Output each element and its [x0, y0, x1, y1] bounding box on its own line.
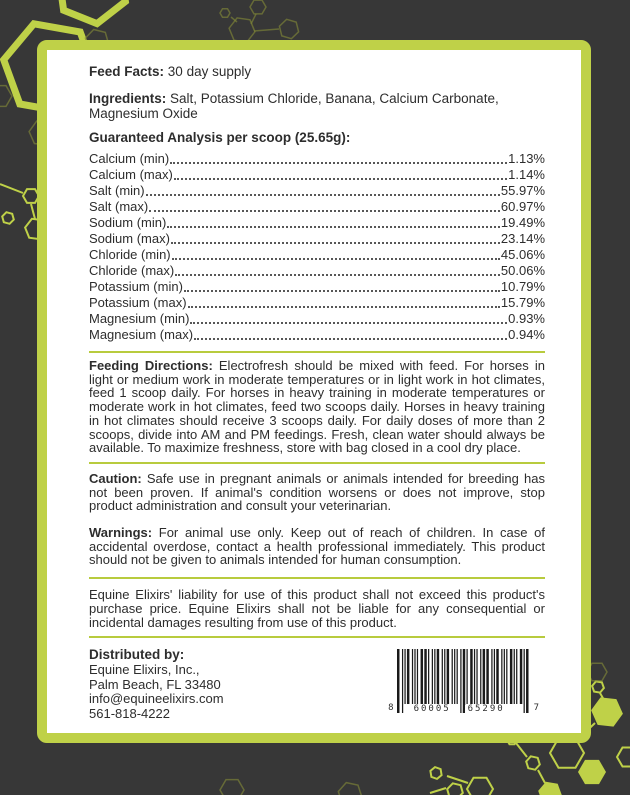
analysis-name: Chloride (min): [89, 247, 171, 262]
analysis-value: 1.13%: [508, 151, 545, 166]
distributor-block: [89, 647, 224, 721]
caution-label: Caution:: [89, 470, 142, 486]
feed-facts-line: [89, 64, 545, 79]
guaranteed-analysis-heading: Guaranteed Analysis per scoop (25.65g):: [89, 130, 351, 145]
dot-leader: [174, 178, 507, 180]
barcode: [388, 649, 539, 713]
dot-leader: [184, 290, 500, 292]
analysis-value: 50.06%: [500, 263, 545, 278]
distributor-address: Palm Beach, FL 33480: [89, 676, 221, 692]
warnings-label: Warnings:: [89, 525, 153, 541]
ingredients-line: [89, 92, 545, 121]
section-divider: [89, 462, 545, 464]
analysis-value: 15.79%: [500, 295, 545, 310]
analysis-value: 0.94%: [508, 327, 545, 342]
analysis-row: [89, 231, 545, 247]
barcode-group2: 65290: [465, 705, 508, 714]
feed-facts-panel: [37, 40, 591, 743]
guaranteed-analysis-list: [89, 151, 545, 343]
analysis-name: Calcium (min): [89, 151, 170, 166]
barcode-left-digit: 8: [388, 703, 394, 714]
analysis-row: [89, 151, 545, 167]
footer-row: [89, 647, 545, 721]
analysis-value: 0.93%: [508, 311, 545, 326]
dot-leader: [172, 258, 500, 260]
analysis-row: [89, 215, 545, 231]
analysis-name: Chloride (max): [89, 263, 175, 278]
feeding-directions-paragraph: [89, 359, 545, 455]
dot-leader: [167, 226, 500, 228]
barcode-bars: [397, 649, 531, 713]
analysis-name: Sodium (max): [89, 231, 170, 246]
analysis-name: Potassium (max): [89, 295, 187, 310]
feed-facts-value: 30 day supply: [167, 64, 252, 79]
distributor-email: info@equineelixirs.com: [89, 691, 224, 707]
barcode-right-digit: 7: [533, 703, 539, 714]
analysis-name: Magnesium (min): [89, 311, 190, 326]
feeding-directions-text: Electrofresh should be mixed with feed. For horses in light or medium work in moderate temperatures or in light work in hot climates, feed 1 scoop daily. For horses in heavy training in moderate temperatures or moderate work in hot climates, feed two scoops daily. Horses in heavy training in hot climates should receive 3 scoops daily. For daily doses of more than 2 scoops, divide into AM and PM feedings. Fresh, clean water should always be available. To maximize freshness, store with bag closed in a cool dry place.: [89, 358, 545, 456]
analysis-row: [89, 295, 545, 311]
caution-text: Safe use in pregnant animals or animals intended for breeding has not been proven. If animal's condition worsens or does not improve, stop product administration and consult your veterinarian.: [89, 470, 545, 514]
analysis-value: 19.49%: [500, 215, 545, 230]
analysis-row: [89, 167, 545, 183]
analysis-row: [89, 327, 545, 343]
distributor-phone: 561-818-4222: [89, 705, 170, 721]
dot-leader: [149, 210, 500, 212]
analysis-row: [89, 183, 545, 199]
analysis-name: Salt (max): [89, 199, 149, 214]
ingredients-label: Ingredients:: [89, 91, 167, 106]
feeding-directions-label: Feeding Directions:: [89, 358, 213, 373]
analysis-value: 45.06%: [500, 247, 545, 262]
analysis-name: Salt (min): [89, 183, 145, 198]
analysis-row: [89, 279, 545, 295]
section-divider: [89, 577, 545, 579]
analysis-row: [89, 263, 545, 279]
analysis-name: Calcium (max): [89, 167, 173, 182]
liability-paragraph: Equine Elixirs' liability for use of this product shall not exceed this product's purchase price. Equine Elixirs shall not be liable for any consequential or incidental damages resulting from use of this product.: [89, 587, 545, 630]
analysis-value: 1.14%: [508, 167, 545, 182]
analysis-row: [89, 199, 545, 215]
analysis-row: [89, 311, 545, 327]
analysis-row: [89, 247, 545, 263]
analysis-name: Potassium (min): [89, 279, 183, 294]
analysis-value: 60.97%: [500, 199, 545, 214]
ingredients-value: Salt, Potassium Chloride, Banana, Calcium Carbonate, Magnesium Oxide: [89, 91, 499, 121]
dot-leader: [170, 162, 507, 164]
warnings-paragraph: [89, 526, 545, 567]
analysis-name: Sodium (min): [89, 215, 167, 230]
analysis-value: 10.79%: [500, 279, 545, 294]
feed-facts-label: Feed Facts:: [89, 64, 165, 79]
analysis-value: 23.14%: [500, 231, 545, 246]
barcode-group1: 60005: [411, 705, 454, 714]
dot-leader: [171, 242, 500, 244]
caution-paragraph: [89, 472, 545, 513]
distributed-by-label: Distributed by:: [89, 647, 185, 663]
section-divider: [89, 351, 545, 353]
analysis-value: 55.97%: [500, 183, 545, 198]
distributor-name: Equine Elixirs, Inc.,: [89, 662, 200, 678]
dot-leader: [146, 194, 500, 196]
dot-leader: [188, 306, 500, 308]
analysis-name: Magnesium (max): [89, 327, 194, 342]
dot-leader: [175, 274, 500, 276]
section-divider: [89, 636, 545, 638]
dot-leader: [194, 338, 507, 340]
warnings-text: For animal use only. Keep out of reach of children. In case of accidental overdose, contact a health professional immediately. This product should not be given to animals intended for human consumption.: [89, 525, 545, 568]
dot-leader: [190, 322, 507, 324]
